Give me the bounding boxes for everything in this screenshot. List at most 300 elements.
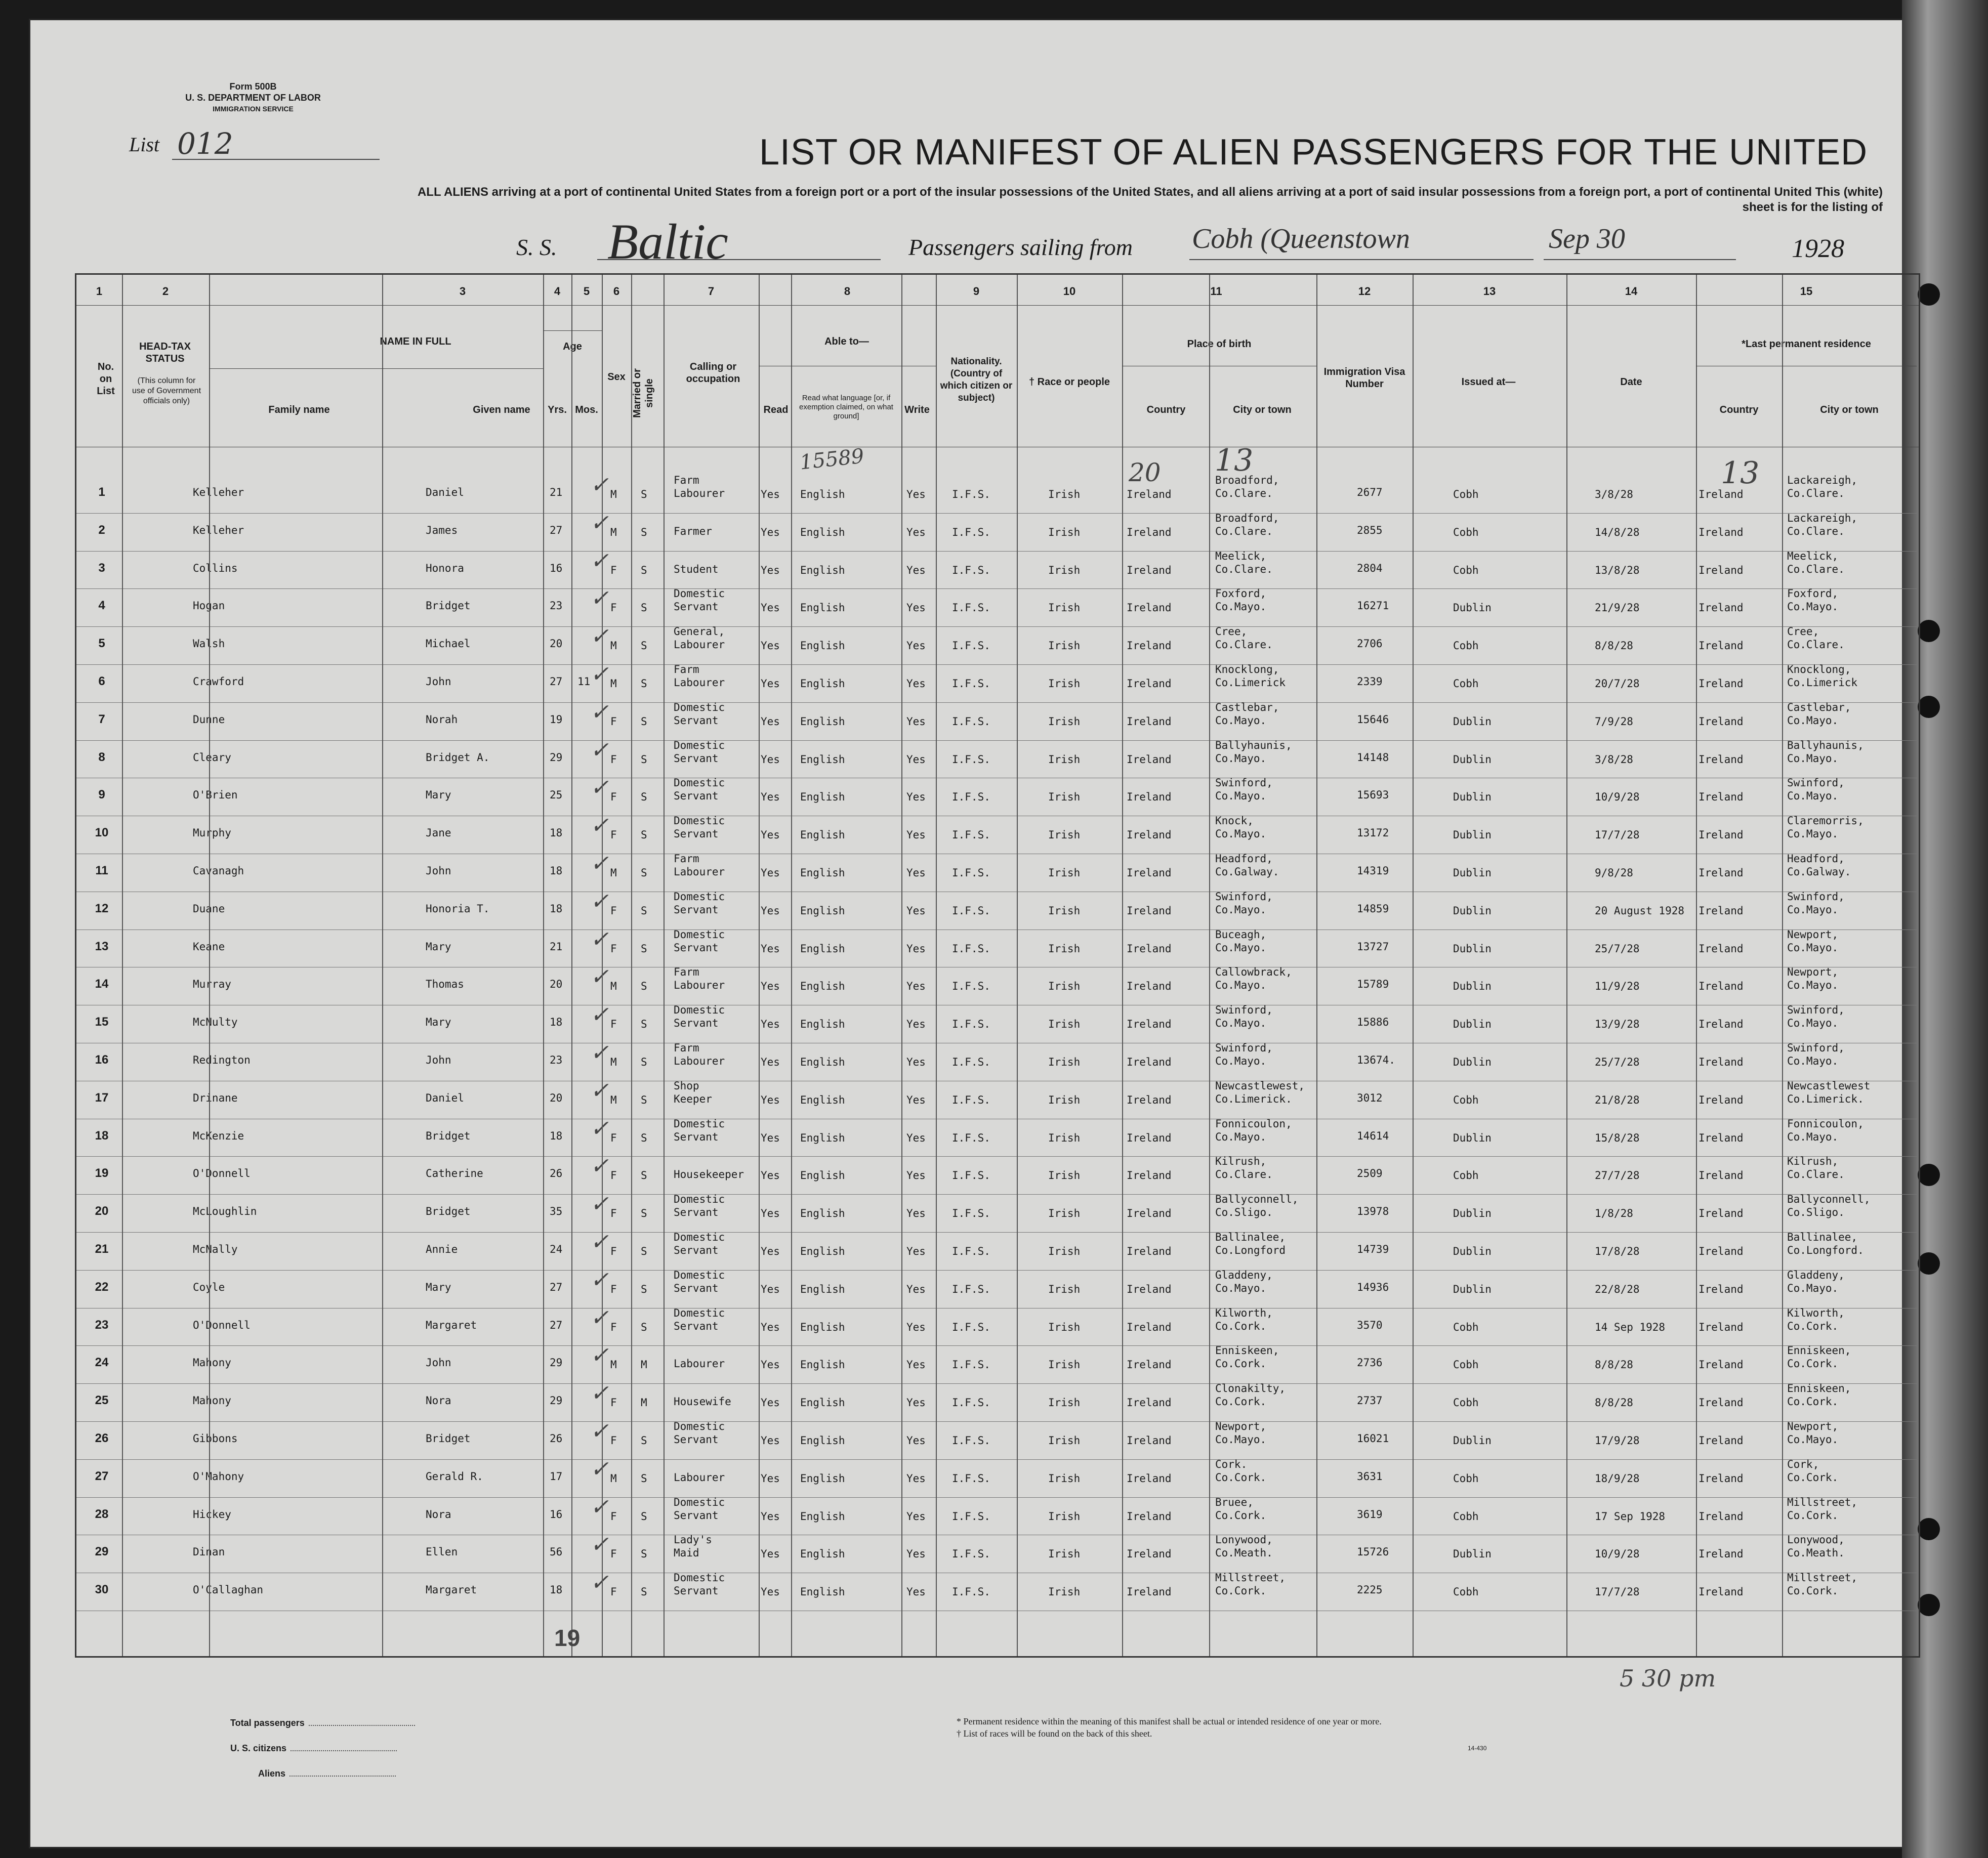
given-name: Honoria T. — [426, 902, 490, 915]
residence-city-line2: Co.Mayo. — [1787, 903, 1839, 916]
residence-country: Ireland — [1699, 1056, 1744, 1068]
marital-status: S — [641, 753, 647, 766]
marital-status: S — [641, 1056, 647, 1068]
issued-at: Cobh — [1453, 1093, 1479, 1106]
line-number: 29 — [95, 1545, 109, 1559]
birth-country: Ireland — [1127, 1510, 1172, 1523]
grid-column-line — [1566, 275, 1567, 1656]
race: Irish — [1048, 488, 1081, 500]
visa-number: 13172 — [1357, 827, 1389, 839]
given-name: Thomas — [426, 978, 464, 991]
grid-column-line — [1017, 275, 1018, 1656]
occupation-line1: General, — [674, 625, 725, 638]
race: Irish — [1048, 791, 1081, 804]
read-language: English — [800, 1548, 845, 1560]
age-years: 26 — [550, 1167, 563, 1180]
occupation-line1: Domestic — [674, 890, 725, 903]
col-header-mos: Mos. — [575, 404, 598, 415]
birth-city-line2: Co.Cork. — [1215, 1585, 1267, 1597]
issued-at: Dublin — [1453, 980, 1492, 993]
check-mark-icon: ✓ — [590, 1002, 609, 1028]
column-number: 3 — [459, 285, 466, 298]
birth-city-line2: Co.Sligo. — [1215, 1206, 1273, 1219]
marital-status: S — [641, 526, 647, 538]
occupation-line1: Domestic — [674, 1231, 725, 1243]
birth-city-line2: Co.Cork. — [1215, 1471, 1267, 1484]
can-write: Yes — [906, 564, 926, 576]
nationality: I.F.S. — [952, 942, 990, 955]
row-divider — [76, 588, 1917, 589]
sex: F — [610, 1510, 617, 1523]
birth-city-line1: Headford, — [1215, 853, 1273, 865]
visa-date: 17/7/28 — [1595, 1586, 1640, 1598]
column-number: 9 — [973, 285, 980, 298]
visa-number: 16271 — [1357, 600, 1389, 612]
birth-city-line2: Co.Mayo. — [1215, 1433, 1267, 1446]
nationality: I.F.S. — [952, 867, 990, 879]
race: Irish — [1048, 1131, 1081, 1144]
line-number: 27 — [95, 1469, 109, 1483]
issued-at: Dublin — [1453, 1131, 1492, 1144]
family-name: Drinane — [193, 1091, 238, 1104]
residence-city-line2: Co.Clare. — [1787, 1168, 1845, 1181]
row-divider — [76, 1194, 1917, 1195]
col-header-issued-at: Issued at— — [1461, 376, 1516, 388]
issued-at: Cobh — [1453, 1510, 1479, 1523]
page-title: LIST OR MANIFEST OF ALIEN PASSENGERS FOR THE UNITED — [759, 132, 1868, 173]
family-name: Hogan — [193, 600, 225, 612]
given-name: Daniel — [426, 486, 464, 498]
read-language: English — [800, 1283, 845, 1295]
visa-number: 14936 — [1357, 1281, 1389, 1293]
race: Irish — [1048, 1397, 1081, 1409]
birth-city-line1: Ballyhaunis, — [1215, 739, 1292, 751]
row-divider — [76, 1421, 1917, 1422]
family-name: Kelleher — [193, 524, 244, 536]
binder-hole — [1918, 1252, 1940, 1275]
given-name: John — [426, 675, 451, 688]
can-read: Yes — [761, 867, 780, 879]
race: Irish — [1048, 867, 1081, 879]
can-read: Yes — [761, 1056, 780, 1068]
visa-number: 2804 — [1357, 562, 1383, 574]
occupation-line2: Farmer — [674, 525, 712, 537]
list-number: 012 — [177, 126, 233, 161]
residence-country: Ireland — [1699, 678, 1744, 690]
residence-country: Ireland — [1699, 1548, 1744, 1560]
occupation-line2: Servant — [674, 601, 719, 613]
family-name: O'Mahony — [193, 1470, 244, 1483]
issued-at: Cobh — [1453, 678, 1479, 690]
read-language: English — [800, 1434, 845, 1447]
birth-city-line1: Gladdeny, — [1215, 1269, 1273, 1281]
can-read: Yes — [761, 1510, 780, 1523]
residence-country: Ireland — [1699, 602, 1744, 614]
can-read: Yes — [761, 1472, 780, 1485]
read-language: English — [800, 1056, 845, 1068]
residence-country: Ireland — [1699, 867, 1744, 879]
issued-at: Cobh — [1453, 1586, 1479, 1598]
age-years: 26 — [550, 1432, 563, 1445]
residence-country: Ireland — [1699, 1093, 1744, 1106]
birth-city-line2: Co.Mayo. — [1215, 941, 1267, 954]
birth-city-line2: Co.Mayo. — [1215, 1282, 1267, 1294]
departure-date: Sep 30 — [1549, 223, 1625, 255]
birth-city-line1: Kilworth, — [1215, 1306, 1273, 1319]
sex: M — [610, 867, 617, 879]
read-language: English — [800, 1472, 845, 1485]
residence-country: Ireland — [1699, 980, 1744, 993]
residence-city-line2: Co.Cork. — [1787, 1585, 1839, 1597]
visa-date: 8/8/28 — [1595, 1397, 1633, 1409]
sailing-label: Passengers sailing from — [908, 234, 1133, 260]
sex: F — [610, 829, 617, 841]
visa-number: 13978 — [1357, 1205, 1389, 1218]
birth-city-line1: Callowbrack, — [1215, 966, 1292, 979]
birth-city-line1: Millstreet, — [1215, 1572, 1286, 1584]
can-write: Yes — [906, 1510, 926, 1523]
race: Irish — [1048, 1093, 1081, 1106]
birth-country: Ireland — [1127, 867, 1172, 879]
residence-city-line1: Fonnicoulon, — [1787, 1117, 1864, 1130]
visa-number: 13727 — [1357, 940, 1389, 953]
residence-city-line1: Millstreet, — [1787, 1496, 1858, 1508]
residence-country: Ireland — [1699, 1472, 1744, 1485]
visa-date: 10/9/28 — [1595, 791, 1640, 804]
residence-city-line1: Swinford, — [1787, 1042, 1845, 1054]
read-language: English — [800, 867, 845, 879]
grid-column-line — [571, 275, 572, 1656]
line-number: 18 — [95, 1128, 109, 1143]
occupation-line2: Servant — [674, 1585, 719, 1597]
service-name: IMMIGRATION SERVICE — [213, 105, 294, 113]
family-name: Duane — [193, 902, 225, 915]
race: Irish — [1048, 753, 1081, 766]
family-name: Walsh — [193, 638, 225, 650]
residence-country: Ireland — [1699, 1586, 1744, 1598]
sex: F — [610, 564, 617, 576]
occupation-line1: Domestic — [674, 587, 725, 600]
occupation-line1: Domestic — [674, 701, 725, 713]
visa-number: 15789 — [1357, 978, 1389, 991]
column-number: 2 — [162, 285, 169, 298]
read-language: English — [800, 753, 845, 766]
line-number: 12 — [95, 901, 109, 915]
marital-status: S — [641, 1018, 647, 1031]
can-write: Yes — [906, 1434, 926, 1447]
residence-city-line1: Ballyhaunis, — [1787, 739, 1864, 751]
line-number: 19 — [95, 1166, 109, 1180]
residence-country: Ireland — [1699, 1245, 1744, 1257]
race: Irish — [1048, 602, 1081, 614]
can-read: Yes — [761, 1586, 780, 1598]
can-write: Yes — [906, 753, 926, 766]
visa-date: 14 Sep 1928 — [1595, 1321, 1666, 1333]
occupation-line2: Servant — [674, 1206, 719, 1219]
marital-status: S — [641, 1169, 647, 1182]
date-underline — [1544, 259, 1736, 260]
birth-city-line2: Co.Mayo. — [1215, 1130, 1267, 1143]
given-name: Nora — [426, 1508, 451, 1521]
footer-total-passengers — [230, 1718, 415, 1728]
list-underline — [172, 159, 380, 160]
read-language: English — [800, 791, 845, 804]
residence-city-line1: Swinford, — [1787, 890, 1845, 903]
issued-at: Dublin — [1453, 1434, 1492, 1447]
nationality: I.F.S. — [952, 602, 990, 614]
manifest-table — [75, 273, 1920, 1658]
residence-city-line1: Castlebar, — [1787, 701, 1851, 713]
column-number: 14 — [1625, 285, 1638, 298]
issued-at: Cobh — [1453, 488, 1479, 500]
birth-country: Ireland — [1127, 1472, 1172, 1485]
given-name: Margaret — [426, 1584, 477, 1596]
row-divider — [76, 551, 1917, 552]
residence-city-line2: Co.Mayo. — [1787, 828, 1839, 840]
residence-country: Ireland — [1699, 1207, 1744, 1220]
check-mark-icon: ✓ — [590, 737, 609, 763]
occupation-line1: Domestic — [674, 1117, 725, 1130]
can-read: Yes — [761, 1283, 780, 1295]
col-header-write: Write — [904, 404, 930, 415]
family-name: Coyle — [193, 1281, 225, 1293]
family-name: Crawford — [193, 675, 244, 688]
footer-us-citizens — [230, 1743, 397, 1754]
can-write: Yes — [906, 1321, 926, 1333]
issued-at: Cobh — [1453, 640, 1479, 652]
nationality: I.F.S. — [952, 1245, 990, 1257]
residence-city-line2: Co.Mayo. — [1787, 1017, 1839, 1030]
row-divider — [76, 664, 1917, 665]
can-read: Yes — [761, 640, 780, 652]
check-mark-icon: ✓ — [590, 1229, 609, 1255]
issued-at: Dublin — [1453, 904, 1492, 917]
col-header-given: Given name — [473, 404, 530, 415]
given-name: Bridget — [426, 1205, 471, 1218]
line-number: 26 — [95, 1431, 109, 1445]
occupation-line1: Farm — [674, 1042, 699, 1054]
family-name: O'Callaghan — [193, 1584, 264, 1596]
us-citizens-label: U. S. citizens — [230, 1743, 287, 1753]
birth-city-line1: Knocklong, — [1215, 663, 1279, 675]
grid-column-line — [901, 275, 902, 1656]
nationality: I.F.S. — [952, 791, 990, 804]
nationality: I.F.S. — [952, 1131, 990, 1144]
can-write: Yes — [906, 678, 926, 690]
marital-status: S — [641, 1283, 647, 1295]
race: Irish — [1048, 1245, 1081, 1257]
birth-city-line2: Co.Clare. — [1215, 639, 1273, 651]
given-name: Michael — [426, 638, 471, 650]
col-header-res-city: City or town — [1820, 404, 1879, 415]
age-years: 18 — [550, 827, 563, 839]
visa-number: 2706 — [1357, 638, 1383, 650]
can-write: Yes — [906, 1548, 926, 1560]
birth-country: Ireland — [1127, 829, 1172, 841]
residence-country: Ireland — [1699, 1283, 1744, 1295]
race: Irish — [1048, 904, 1081, 917]
residence-country: Ireland — [1699, 1510, 1744, 1523]
nationality: I.F.S. — [952, 1321, 990, 1333]
family-name: Mahony — [193, 1357, 231, 1369]
marital-status: S — [641, 1093, 647, 1106]
race: Irish — [1048, 1018, 1081, 1031]
occupation-line1: Domestic — [674, 928, 725, 941]
residence-country: Ireland — [1699, 904, 1744, 917]
col-header-birth-country: Country — [1146, 404, 1186, 415]
residence-city-line2: Co.Mayo. — [1787, 979, 1839, 992]
residence-city-line1: Ballyconnell, — [1787, 1193, 1871, 1206]
occupation-line1: Domestic — [674, 777, 725, 789]
residence-city-line2: Co.Clare. — [1787, 487, 1845, 499]
read-language: English — [800, 1093, 845, 1106]
nationality: I.F.S. — [952, 1359, 990, 1371]
sex: F — [610, 1548, 617, 1560]
check-mark-icon: ✓ — [590, 1342, 609, 1369]
can-read: Yes — [761, 678, 780, 690]
read-language: English — [800, 1397, 845, 1409]
can-write: Yes — [906, 640, 926, 652]
birth-city-line1: Swinford, — [1215, 777, 1273, 789]
column-number: 8 — [844, 285, 851, 298]
birth-city-line1: Broadford, — [1215, 474, 1279, 486]
residence-country: Ireland — [1699, 1359, 1744, 1371]
nationality: I.F.S. — [952, 1283, 990, 1295]
residence-city-line2: Co.Sligo. — [1787, 1206, 1845, 1219]
age-years: 16 — [550, 1508, 563, 1521]
col-header-yrs: Yrs. — [548, 404, 567, 415]
grid-column-line — [1316, 275, 1317, 1656]
birth-city-line1: Swinford, — [1215, 890, 1273, 903]
family-name: Kelleher — [193, 486, 244, 498]
visa-date: 20 August 1928 — [1595, 904, 1685, 917]
visa-number: 14148 — [1357, 751, 1389, 764]
marital-status: S — [641, 488, 647, 500]
birth-country: Ireland — [1127, 1245, 1172, 1257]
occupation-line2: Servant — [674, 1017, 719, 1030]
family-name: Redington — [193, 1054, 251, 1066]
check-mark-icon: ✓ — [590, 813, 609, 839]
can-write: Yes — [906, 867, 926, 879]
given-name: Ellen — [426, 1546, 458, 1558]
col-header-read: Read — [763, 404, 789, 415]
birth-city-line1: Ballyconnell, — [1215, 1193, 1299, 1206]
birth-city-line1: Newcastlewest, — [1215, 1079, 1305, 1092]
occupation-line1: Domestic — [674, 1306, 725, 1319]
occupation-line1: Domestic — [674, 1420, 725, 1432]
issued-at: Cobh — [1453, 1359, 1479, 1371]
issued-at: Cobh — [1453, 1169, 1479, 1182]
birth-city-line1: Clonakilty, — [1215, 1382, 1286, 1395]
family-name: Murphy — [193, 827, 231, 839]
age-years: 18 — [550, 1584, 563, 1596]
birth-city-line2: Co.Limerick. — [1215, 1092, 1292, 1105]
birth-country: Ireland — [1127, 1283, 1172, 1295]
footer-aliens — [258, 1768, 396, 1779]
race: Irish — [1048, 678, 1081, 690]
can-write: Yes — [906, 942, 926, 955]
col-header-calling: Calling or occupation — [686, 361, 740, 385]
occupation-line2: Servant — [674, 1433, 719, 1446]
occupation-line2: Servant — [674, 1282, 719, 1294]
binder-hole — [1918, 1164, 1940, 1186]
binder-hole — [1918, 1518, 1940, 1540]
col-header-nationality: Nationality. (Country of which citizen or subject) — [940, 356, 1013, 403]
birth-city-line1: Knock, — [1215, 815, 1254, 827]
column-number: 1 — [96, 285, 103, 298]
read-language: English — [800, 980, 845, 993]
marital-status: S — [641, 1321, 647, 1333]
sex: F — [610, 1586, 617, 1598]
race: Irish — [1048, 942, 1081, 955]
visa-number: 2736 — [1357, 1357, 1383, 1369]
birth-city-line2: Co.Mayo. — [1215, 752, 1267, 765]
visa-date: 9/8/28 — [1595, 867, 1633, 879]
residence-country: Ireland — [1699, 1131, 1744, 1144]
age-years: 23 — [550, 600, 563, 612]
read-language: English — [800, 1131, 845, 1144]
col-header-family: Family name — [268, 404, 330, 415]
read-language: English — [800, 564, 845, 576]
binder-hole — [1918, 1594, 1940, 1616]
issued-at: Dublin — [1453, 942, 1492, 955]
sex: F — [610, 1169, 617, 1182]
check-mark-icon: ✓ — [590, 1570, 609, 1596]
birth-country: Ireland — [1127, 1586, 1172, 1598]
form-identifier — [147, 81, 359, 114]
birth-city-line1: Broadford, — [1215, 512, 1279, 524]
birth-country: Ireland — [1127, 942, 1172, 955]
visa-number: 14614 — [1357, 1129, 1389, 1142]
nationality: I.F.S. — [952, 715, 990, 728]
marital-status: S — [641, 1245, 647, 1257]
age-years: 29 — [550, 751, 563, 764]
handwritten-note-col11a: 20 — [1129, 458, 1161, 487]
column-number: 4 — [554, 285, 561, 298]
occupation-line1: Domestic — [674, 815, 725, 827]
line-number: 8 — [98, 750, 105, 764]
time-annotation: 5 30 pm — [1620, 1665, 1716, 1692]
given-name: John — [426, 1357, 451, 1369]
occupation-line2: Student — [674, 563, 719, 575]
residence-city-line1: Headford, — [1787, 853, 1845, 865]
birth-country: Ireland — [1127, 1169, 1172, 1182]
can-read: Yes — [761, 1169, 780, 1182]
marital-status: S — [641, 1472, 647, 1485]
birth-city-line1: Foxford, — [1215, 587, 1267, 600]
occupation-line2: Servant — [674, 828, 719, 840]
birth-city-line2: Co.Clare. — [1215, 1168, 1273, 1181]
occupation-line2: Housewife — [674, 1396, 731, 1408]
issued-at: Dublin — [1453, 1245, 1492, 1257]
residence-city-line2: Co.Cork. — [1787, 1471, 1839, 1484]
read-language: English — [800, 1018, 845, 1031]
given-name: Annie — [426, 1243, 458, 1255]
issued-at: Dublin — [1453, 791, 1492, 804]
marital-status: S — [641, 678, 647, 690]
given-name: Honora — [426, 562, 464, 574]
can-write: Yes — [906, 791, 926, 804]
visa-number: 2339 — [1357, 675, 1383, 688]
can-read: Yes — [761, 602, 780, 614]
form-number: Form 500B — [229, 81, 277, 92]
birth-city-line2: Co.Galway. — [1215, 866, 1279, 878]
birth-city-line1: Meelick, — [1215, 550, 1267, 562]
check-mark-icon: ✓ — [590, 775, 609, 801]
can-read: Yes — [761, 942, 780, 955]
occupation-line2: Labourer — [674, 979, 725, 992]
grid-column-line — [602, 275, 603, 1656]
